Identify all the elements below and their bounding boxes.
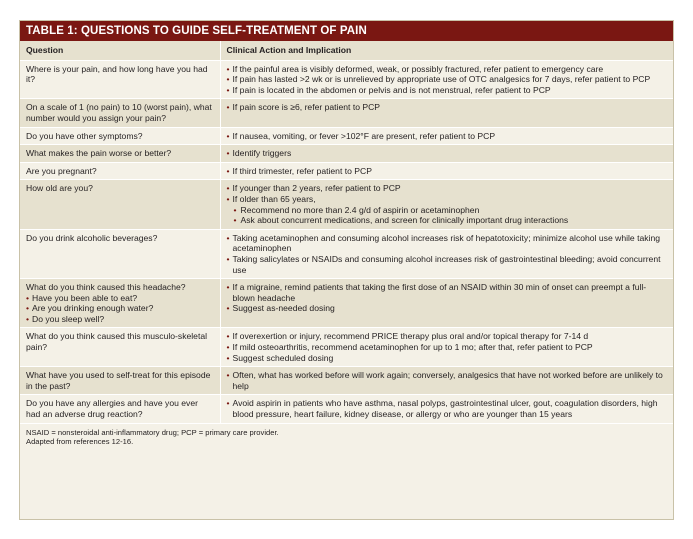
question-cell: Are you pregnant? xyxy=(20,162,220,180)
action-item: • If overexertion or injury, recommend PRICE therapy plus oral and/or topical therapy for 7-14 d xyxy=(227,331,669,342)
action-cell xyxy=(220,328,673,367)
table-row xyxy=(20,229,673,278)
question-text: What do you think caused this headache? xyxy=(26,282,186,293)
table-row xyxy=(20,60,673,99)
action-item: • Taking salicylates or NSAIDs and consuming alcohol increases risk of gastrointestinal bleeding; avoid concurrent use xyxy=(227,254,669,275)
pain-questions-table xyxy=(20,41,673,424)
action-cell xyxy=(220,395,673,423)
table-row xyxy=(20,145,673,163)
action-item: • Often, what has worked before will work again; conversely, analgesics that have not worked before are unlikely to help xyxy=(227,370,669,391)
action-item: • If pain is located in the abdomen or pelvis and is not menstrual, refer patient to PCP xyxy=(227,85,669,96)
action-cell xyxy=(220,127,673,145)
action-cell xyxy=(220,229,673,278)
action-cell xyxy=(220,99,673,127)
question-cell: Do you drink alcoholic beverages? xyxy=(20,229,220,278)
table-row xyxy=(20,162,673,180)
action-cell xyxy=(220,180,673,229)
question-cell: What have you used to self-treat for this episode in the past? xyxy=(20,367,220,395)
action-item: • If pain has lasted >2 wk or is unrelieved by appropriate use of OTC analgesics for 7 days, refer patient to PCP xyxy=(227,74,669,85)
action-item: • If the painful area is visibly deformed, weak, or possibly fractured, refer patient to emergency care xyxy=(227,64,669,75)
action-item: • If mild osteoarthritis, recommend acetaminophen for up to 1 mo; after that, refer patient to PCP xyxy=(227,342,669,353)
subquestion-item: • Have you been able to eat? xyxy=(26,293,215,304)
action-cell xyxy=(220,145,673,163)
table-row xyxy=(20,328,673,367)
abbreviations-note: NSAID = nonsteroidal anti-inflammatory drug; PCP = primary care provider. xyxy=(26,427,279,437)
action-item: • If nausea, vomiting, or fever >102°F are present, refer patient to PCP xyxy=(227,131,669,142)
column-header-action: Clinical Action and Implication xyxy=(226,45,352,55)
table-row xyxy=(20,395,673,423)
action-item: • If pain score is ≥6, refer patient to PCP xyxy=(227,102,669,113)
column-header-question: Question xyxy=(20,41,220,60)
action-item: • Identify triggers xyxy=(227,148,669,159)
action-item: • If a migraine, remind patients that taking the first dose of an NSAID within 30 min of onset can preempt a full-blown headache xyxy=(227,282,669,303)
action-subitem: • Ask about concurrent medications, and screen for clinically important drug interactions xyxy=(227,215,669,226)
table-row xyxy=(20,127,673,145)
question-cell: How old are you? xyxy=(20,180,220,229)
subquestion-item: • Are you drinking enough water? xyxy=(26,303,215,314)
subquestion-item: • Do you sleep well? xyxy=(26,314,215,325)
action-item: • If older than 65 years, xyxy=(227,194,669,205)
table-row xyxy=(20,367,673,395)
table-title: TABLE 1: QUESTIONS TO GUIDE SELF-TREATMENT OF PAIN xyxy=(20,21,673,41)
action-item: • If younger than 2 years, refer patient to PCP xyxy=(227,183,669,194)
question-cell: Where is your pain, and how long have you had it? xyxy=(20,60,220,99)
header-row xyxy=(20,41,673,60)
pain-table-panel xyxy=(19,20,674,520)
question-cell: What makes the pain worse or better? xyxy=(20,145,220,163)
action-item: • Avoid aspirin in patients who have asthma, nasal polyps, gastrointestinal ulcer, gout, coagulation disorders, high blood pressure, heart failure, kidney disease, or allergy or who are younger than 15 years xyxy=(227,398,669,419)
question-cell: Do you have any allergies and have you ever had an adverse drug reaction? xyxy=(20,395,220,423)
action-item: • If third trimester, refer patient to PCP xyxy=(227,166,669,177)
table-row xyxy=(20,279,673,328)
action-item: • Taking acetaminophen and consuming alcohol increases risk of hepatotoxicity; minimize alcohol use while taking acetaminophen xyxy=(227,233,669,254)
table-row xyxy=(20,180,673,229)
action-cell xyxy=(220,367,673,395)
action-item: • Suggest as-needed dosing xyxy=(227,303,669,314)
action-cell xyxy=(220,162,673,180)
question-cell: On a scale of 1 (no pain) to 10 (worst pain), what number would you assign your pain? xyxy=(20,99,220,127)
question-cell xyxy=(20,279,220,328)
table-footnotes xyxy=(20,424,673,451)
action-subitem: • Recommend no more than 2.4 g/d of aspirin or acetaminophen xyxy=(227,205,669,216)
question-cell: Do you have other symptoms? xyxy=(20,127,220,145)
action-cell xyxy=(220,279,673,328)
table-row xyxy=(20,99,673,127)
action-cell xyxy=(220,60,673,99)
source-note: Adapted from references 12-16. xyxy=(26,437,134,447)
question-cell: What do you think caused this musculo-skeletal pain? xyxy=(20,328,220,367)
action-item: • Suggest scheduled dosing xyxy=(227,353,669,364)
